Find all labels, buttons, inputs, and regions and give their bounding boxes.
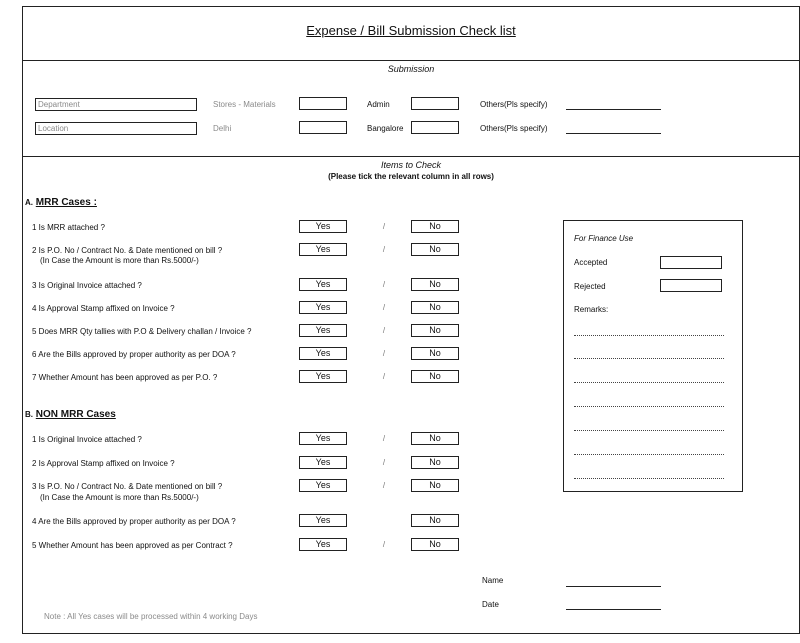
mrr-section-heading — [25, 197, 97, 208]
location-field[interactable]: Location — [35, 122, 197, 135]
name-input-line[interactable] — [566, 586, 661, 587]
nonmrr-question: 4 Are the Bills approved by proper authority as per DOA ? — [32, 517, 236, 526]
mrr-question-note: (In Case the Amount is more than Rs.5000/-) — [40, 256, 199, 265]
delhi-checkbox[interactable] — [299, 121, 347, 134]
separator: / — [382, 303, 386, 312]
items-heading: Items to Check — [380, 160, 442, 170]
no-checkbox[interactable]: No — [411, 347, 459, 360]
yes-checkbox[interactable]: Yes — [299, 347, 347, 360]
date-input-line[interactable] — [566, 609, 661, 610]
nonmrr-question: 2 Is Approval Stamp affixed on Invoice ? — [32, 459, 175, 468]
yes-checkbox[interactable]: Yes — [299, 370, 347, 383]
others-label: Others(Pls specify) — [480, 124, 548, 133]
section-letter: A. — [25, 198, 33, 207]
date-label: Date — [482, 600, 499, 609]
separator: / — [382, 222, 386, 231]
mrr-question: 2 Is P.O. No / Contract No. & Date mentioned on bill ? — [32, 246, 223, 255]
remarks-line[interactable] — [574, 454, 724, 455]
admin-checkbox[interactable] — [411, 97, 459, 110]
no-checkbox[interactable]: No — [411, 301, 459, 314]
mrr-heading: MRR Cases : — [35, 197, 97, 208]
nonmrr-question: 5 Whether Amount has been approved as per Contract ? — [32, 541, 233, 550]
yes-checkbox[interactable]: Yes — [299, 324, 347, 337]
yes-checkbox[interactable]: Yes — [299, 456, 347, 469]
remarks-line[interactable] — [574, 358, 724, 359]
yes-checkbox[interactable]: Yes — [299, 278, 347, 291]
remarks-line[interactable] — [574, 430, 724, 431]
others-label: Others(Pls specify) — [480, 100, 548, 109]
rejected-checkbox[interactable] — [660, 279, 722, 292]
yes-checkbox[interactable]: Yes — [299, 243, 347, 256]
nonmrr-section-heading — [25, 409, 116, 420]
section-letter: B. — [25, 410, 33, 419]
mrr-question: 6 Are the Bills approved by proper authority as per DOA ? — [32, 350, 236, 359]
finance-heading: For Finance Use — [574, 234, 634, 243]
no-checkbox[interactable]: No — [411, 514, 459, 527]
yes-checkbox[interactable]: Yes — [299, 220, 347, 233]
separator: / — [382, 434, 386, 443]
rejected-label: Rejected — [574, 282, 606, 291]
separator: / — [382, 245, 386, 254]
mrr-question: 7 Whether Amount has been approved as per P.O. ? — [32, 373, 218, 382]
nonmrr-question-note: (In Case the Amount is more than Rs.5000/-) — [40, 493, 199, 502]
no-checkbox[interactable]: No — [411, 324, 459, 337]
no-checkbox[interactable]: No — [411, 278, 459, 291]
others-input-line[interactable] — [566, 109, 661, 110]
admin-label: Admin — [367, 100, 390, 109]
no-checkbox[interactable]: No — [411, 432, 459, 445]
delhi-label: Delhi — [213, 124, 232, 133]
items-note: (Please tick the relevant column in all rows) — [328, 172, 494, 181]
others-input-line[interactable] — [566, 133, 661, 134]
separator: / — [382, 326, 386, 335]
remarks-line[interactable] — [574, 478, 724, 479]
remarks-label: Remarks: — [574, 305, 609, 314]
remarks-line[interactable] — [574, 335, 724, 336]
yes-checkbox[interactable]: Yes — [299, 432, 347, 445]
stores-checkbox[interactable] — [299, 97, 347, 110]
yes-checkbox[interactable]: Yes — [299, 514, 347, 527]
yes-checkbox[interactable]: Yes — [299, 479, 347, 492]
yes-checkbox[interactable]: Yes — [299, 301, 347, 314]
mrr-question: 3 Is Original Invoice attached ? — [32, 281, 142, 290]
accepted-label: Accepted — [574, 258, 608, 267]
yes-checkbox[interactable]: Yes — [299, 538, 347, 551]
name-label: Name — [482, 576, 504, 585]
stores-label: Stores - Materials — [213, 100, 276, 109]
no-checkbox[interactable]: No — [411, 538, 459, 551]
divider — [22, 156, 800, 157]
no-checkbox[interactable]: No — [411, 220, 459, 233]
remarks-line[interactable] — [574, 406, 724, 407]
no-checkbox[interactable]: No — [411, 456, 459, 469]
separator: / — [382, 349, 386, 358]
nonmrr-question: 1 Is Original Invoice attached ? — [32, 435, 142, 444]
mrr-question: 5 Does MRR Qty tallies with P.O & Delivery challan / Invoice ? — [32, 327, 252, 336]
bangalore-checkbox[interactable] — [411, 121, 459, 134]
no-checkbox[interactable]: No — [411, 243, 459, 256]
separator: / — [382, 481, 386, 490]
no-checkbox[interactable]: No — [411, 479, 459, 492]
department-field[interactable]: Department — [35, 98, 197, 111]
submission-heading: Submission — [387, 64, 435, 74]
separator: / — [382, 372, 386, 381]
remarks-line[interactable] — [574, 382, 724, 383]
no-checkbox[interactable]: No — [411, 370, 459, 383]
bangalore-label: Bangalore — [367, 124, 404, 133]
mrr-question: 4 Is Approval Stamp affixed on Invoice ? — [32, 304, 175, 313]
nonmrr-heading: NON MRR Cases — [35, 409, 116, 420]
nonmrr-question: 3 Is P.O. No / Contract No. & Date mentioned on bill ? — [32, 482, 223, 491]
mrr-question: 1 Is MRR attached ? — [32, 223, 105, 232]
separator: / — [382, 280, 386, 289]
footer-note: Note : All Yes cases will be processed within 4 working Days — [44, 612, 258, 621]
form-title: Expense / Bill Submission Check list — [306, 23, 516, 38]
separator: / — [382, 540, 386, 549]
divider — [22, 60, 800, 61]
accepted-checkbox[interactable] — [660, 256, 722, 269]
separator: / — [382, 458, 386, 467]
